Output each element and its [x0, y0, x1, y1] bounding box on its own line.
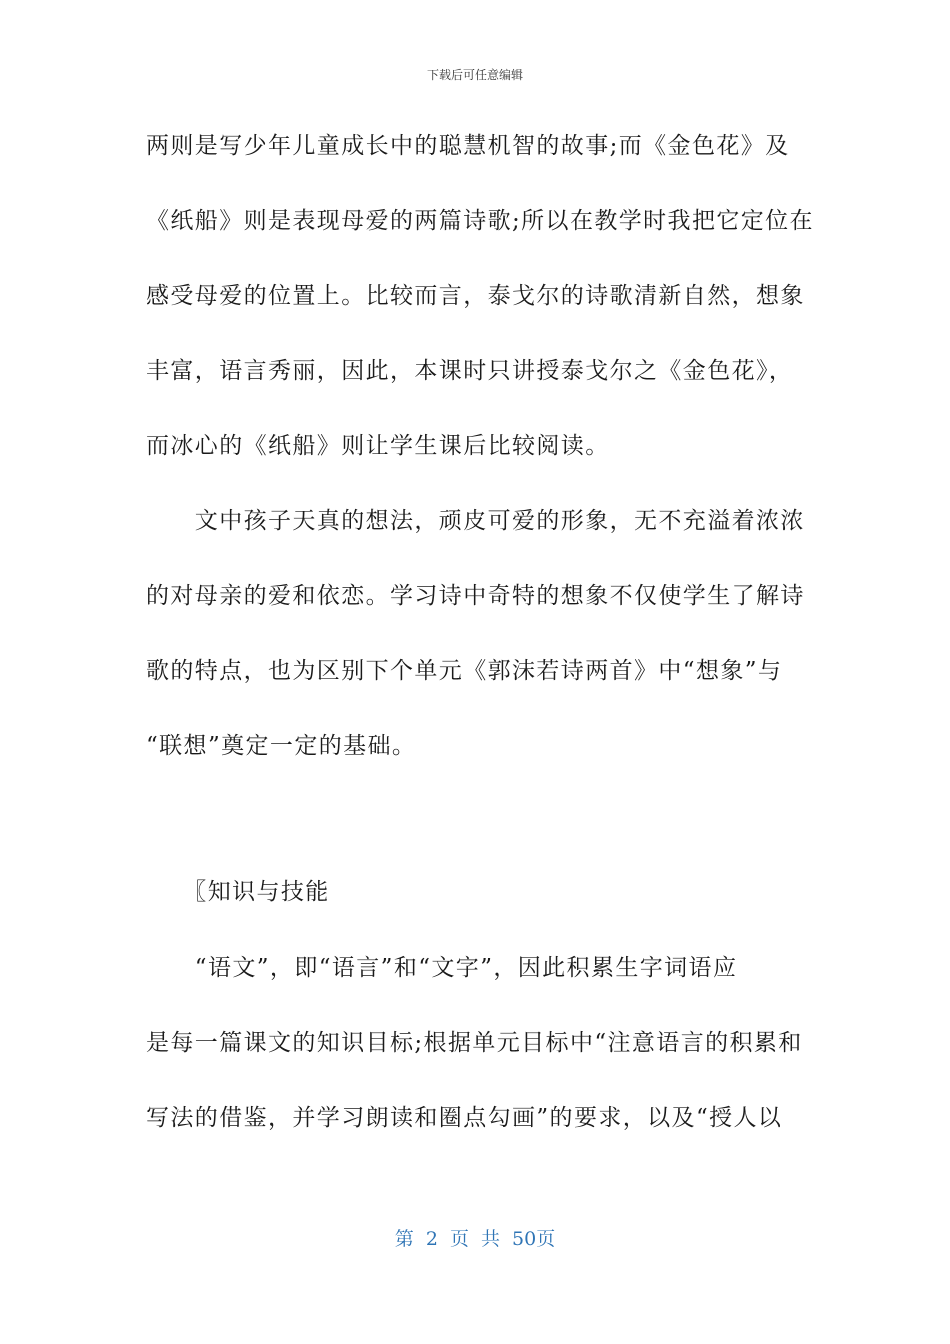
text-line: “联想”奠定一定的基础。	[146, 733, 417, 759]
text-line: 是每一篇课文的知识目标;根据单元目标中“注意语言的积累和	[146, 1030, 803, 1056]
section-heading: 〖知识与技能	[146, 879, 330, 905]
text-line: “语文”，即“语言”和“文字”，因此积累生字词语应	[146, 955, 738, 981]
text-line: 感受母爱的位置上。比较而言，泰戈尔的诗歌清新自然，想象	[146, 283, 805, 309]
text-line: 《纸船》则是表现母爱的两篇诗歌;所以在教学时我把它定位在	[146, 208, 814, 234]
text-line: 而冰心的《纸船》则让学生课后比较阅读。	[146, 433, 610, 459]
page-header: 下载后可任意编辑	[426, 68, 523, 82]
text-line: 写法的借鉴，并学习朗读和圈点勾画”的要求，以及“授人以	[146, 1105, 783, 1131]
page-footer: 第 2 页 共 50页	[394, 1228, 556, 1250]
text-line: 歌的特点，也为区别下个单元《郭沫若诗两首》中“想象”与	[146, 658, 783, 684]
text-line: 文中孩子天真的想法，顽皮可爱的形象，无不充溢着浓浓	[146, 508, 805, 534]
text-line: 丰富，语言秀丽，因此，本课时只讲授泰戈尔之《金色花》，	[146, 358, 794, 384]
text-line: 的对母亲的爱和依恋。学习诗中奇特的想象不仅使学生了解诗	[146, 583, 805, 609]
text-line: 两则是写少年儿童成长中的聪慧机智的故事;而《金色花》及	[146, 133, 790, 159]
